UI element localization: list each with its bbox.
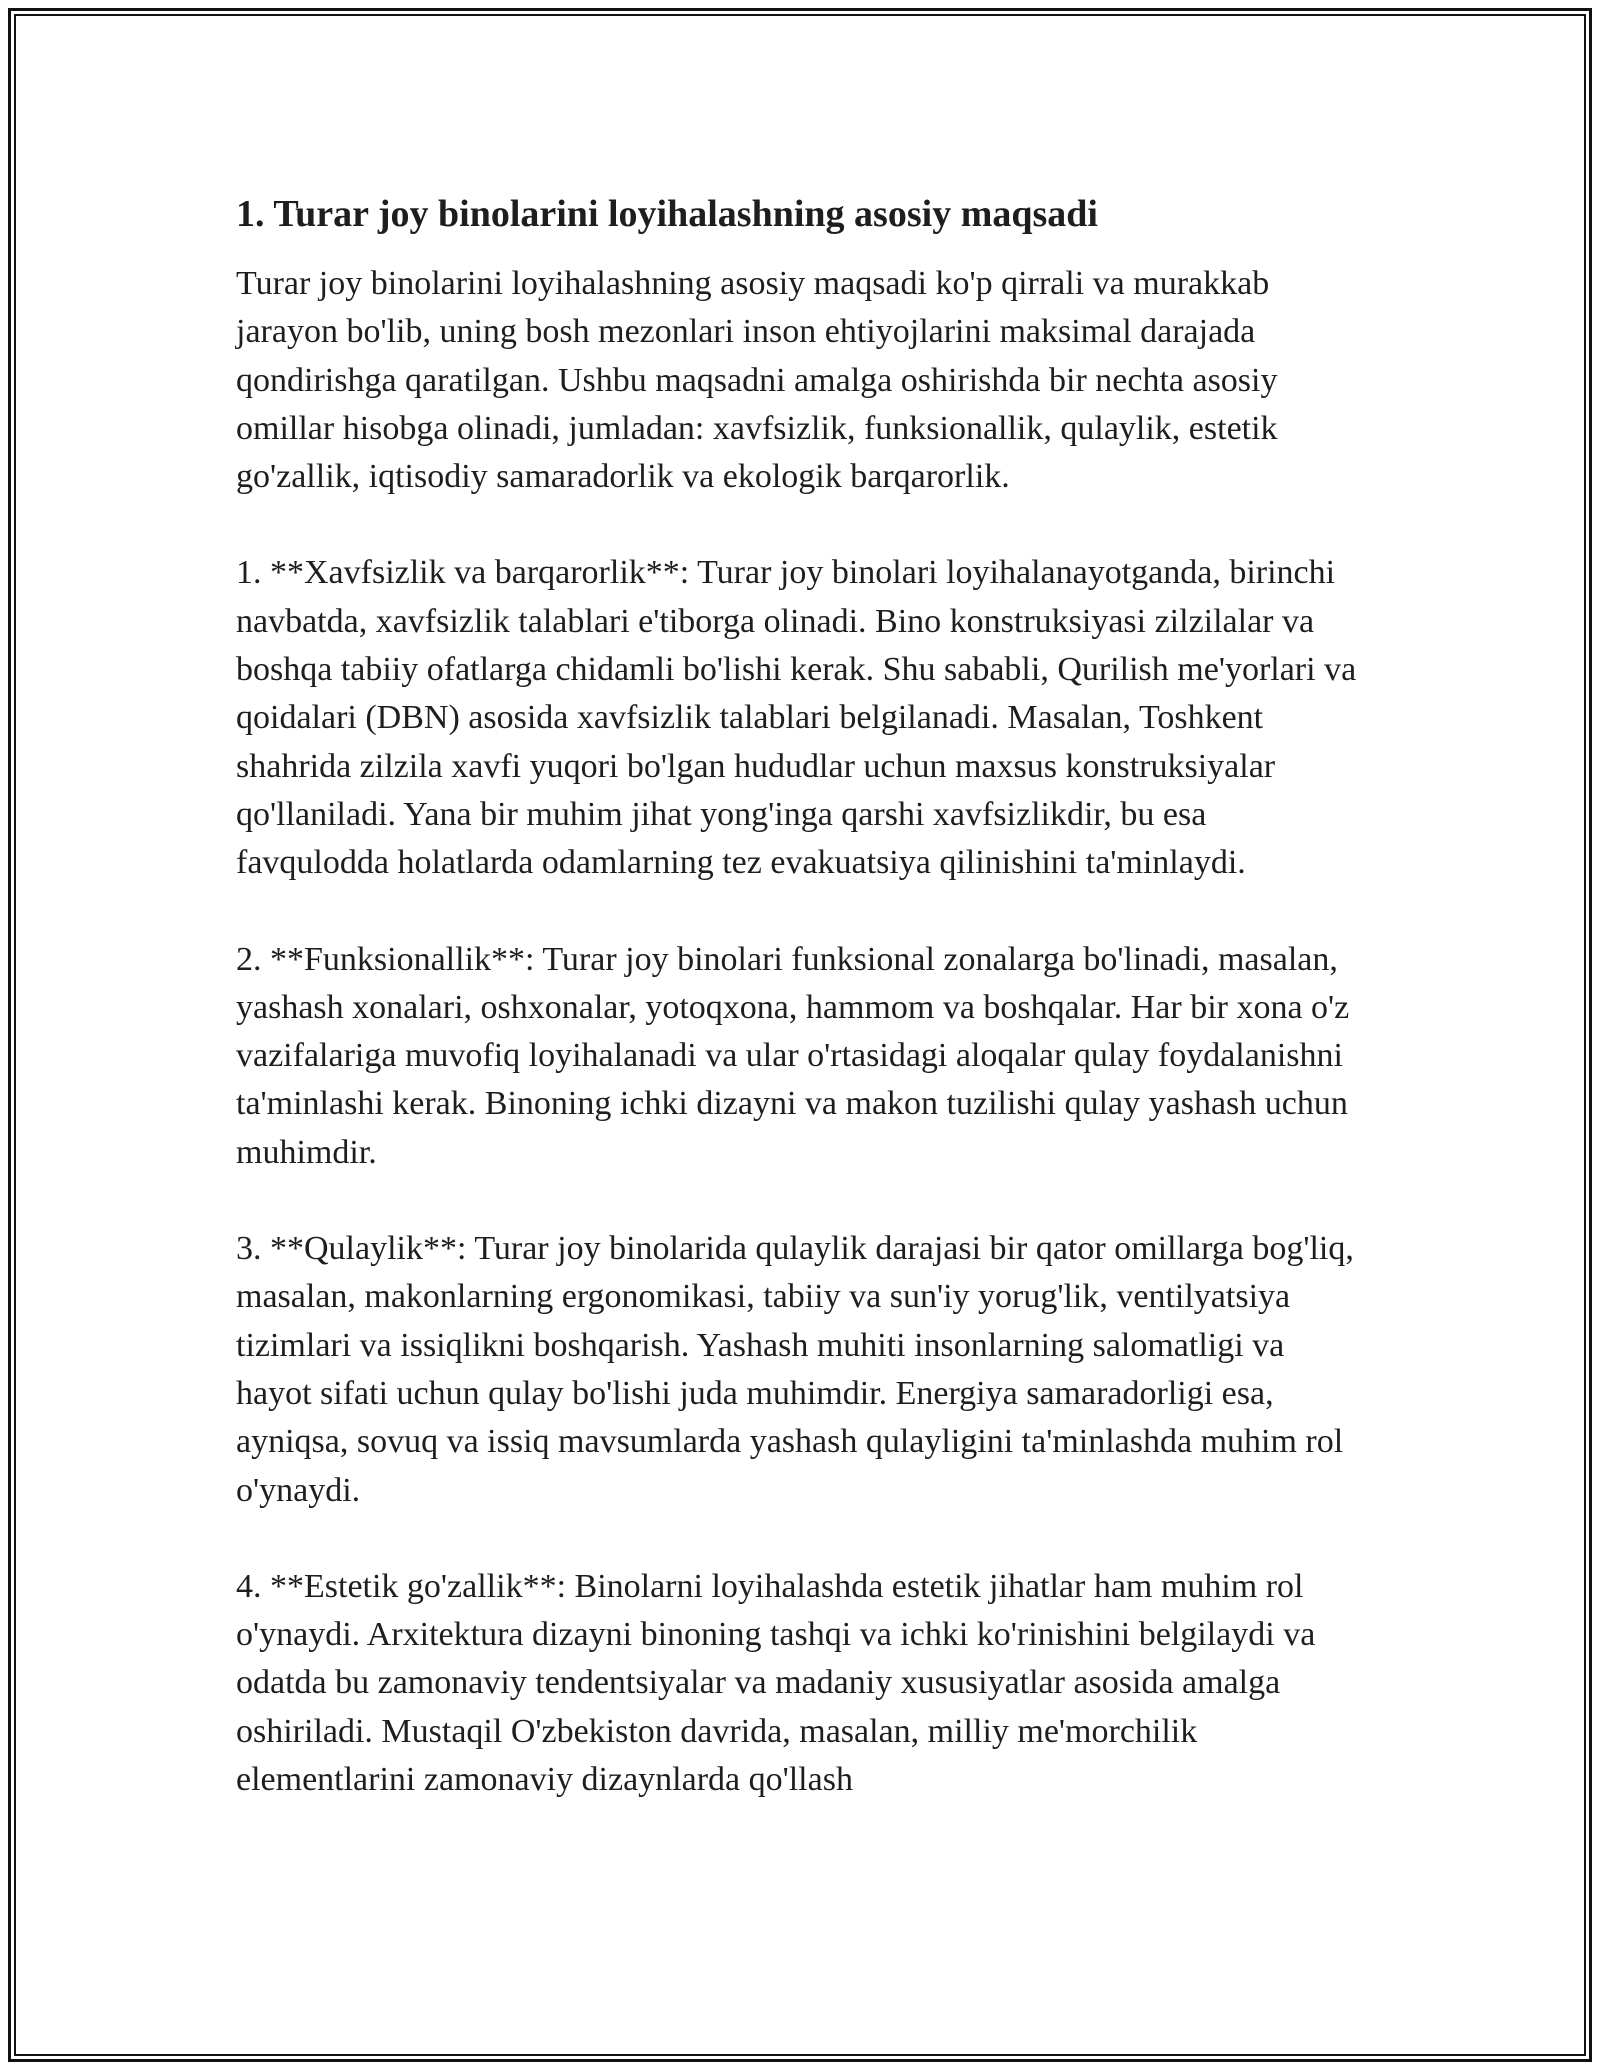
- section-title: 1. Turar joy binolarini loyihalashning asosiy maqsadi: [236, 193, 1098, 235]
- paragraph-comfort: 3. **Qulaylik**: Turar joy binolarida qulaylik darajasi bir qator omillarga bog'liq, masalan, makonlarning ergonomikasi, tabiiy va sun'iy yorug'lik, ventilyatsiya tizimlari va issiqlikni boshqarish. Yashash muhiti insonlarning salomatligi va hayot sifati uchun qulay bo'lishi juda muhimdir. Energiya samaradorligi esa, ayniqsa, sovuq va issiq mavsumlarda yashash qulayligini ta'minlashda muhim rol o'ynaydi.: [236, 1230, 1354, 1509]
- paragraph-safety: 1. **Xavfsizlik va barqarorlik**: Turar joy binolari loyihalanayotganda, birinchi navbatda, xavfsizlik talablari e'tiborga olinadi. Bino konstruksiyasi zilzilalar va boshqa tabiiy ofatlarga chidamli bo'lishi kerak. Shu sababli, Qurilish me'yorlari va qoidalari (DBN) asosida xavfsizlik talablari belgilanadi. Masalan, Toshkent shahrida zilzila xavfi yuqori bo'lgan hududlar uchun maxsus konstruksiyalar qo'llaniladi. Yana bir muhim jihat yong'inga qarshi xavfsizlikdir, bu esa favqulodda holatlarda odamlarning tez evakuatsiya qilinishini ta'minlaydi.: [236, 554, 1357, 882]
- paragraph-functionality: 2. **Funksionallik**: Turar joy binolari funksional zonalarga bo'linadi, masalan, yashash xonalari, oshxonalar, yotoqxona, hammom va boshqalar. Har bir xona o'z vazifalariga muvofiq loyihalanadi va ular o'rtasidagi aloqalar qulay foydalanishni ta'minlashi kerak. Binoning ichki dizayni va makon tuzilishi qulay yashash uchun muhimdir.: [236, 940, 1350, 1171]
- paragraph-aesthetics: 4. **Estetik go'zallik**: Binolarni loyihalashda estetik jihatlar ham muhim rol o'ynaydi. Arxitektura dizayni binoning tashqi va ichki ko'rinishini belgilaydi va odatda bu zamonaviy tendentsiyalar va madaniy xususiyatlar asosida amalga oshiriladi. Mustaqil O'zbekiston davrida, masalan, milliy me'morchilik elementlarini zamonaviy dizaynlarda qo'llash: [236, 1567, 1316, 1799]
- document-body: [236, 186, 1366, 1804]
- paragraph-intro: Turar joy binolarini loyihalashning asosiy maqsadi ko'p qirrali va murakkab jarayon bo'lib, uning bosh mezonlari inson ehtiyojlarini maksimal darajada qondirishga qaratilgan. Ushbu maqsadni amalga oshirishda bir nechta asosiy omillar hisobga olinadi, jumladan: xavfsizlik, funksionallik, qulaylik, estetik go'zallik, iqtisodiy samaradorlik va ekologik barqarorlik.: [236, 265, 1278, 496]
